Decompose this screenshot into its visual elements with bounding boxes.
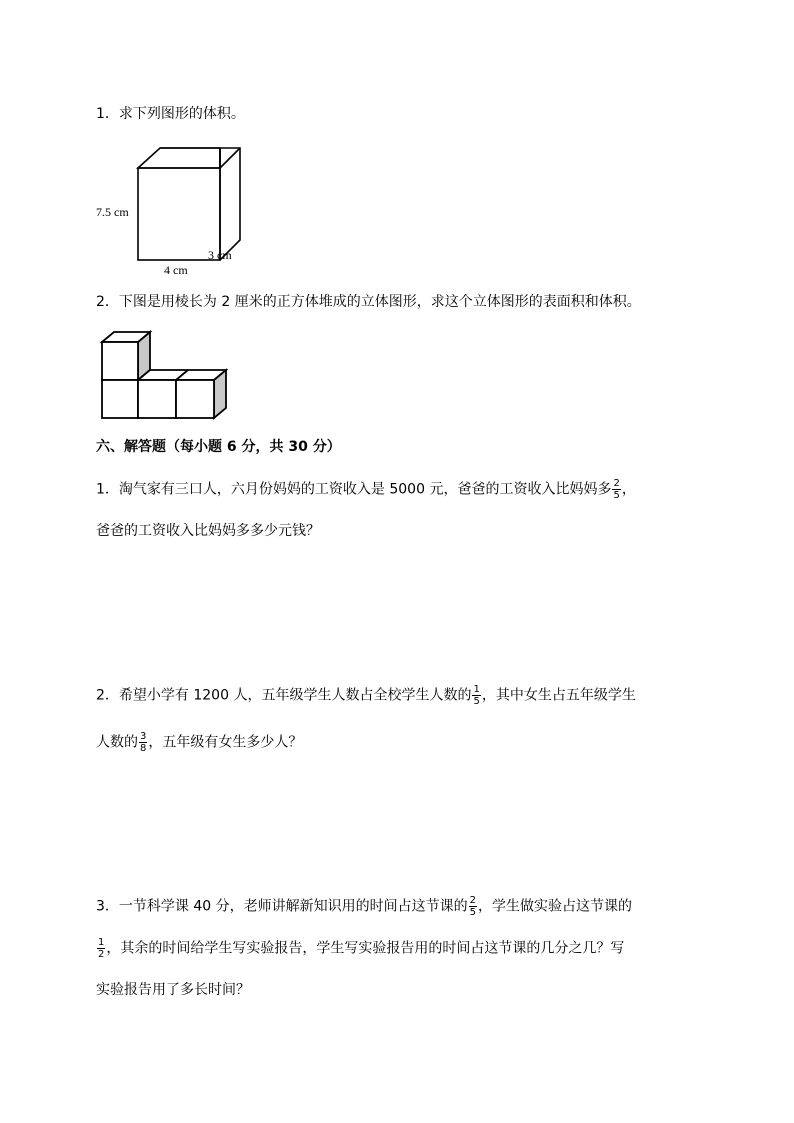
cuboid-front-face xyxy=(138,168,220,260)
question-text: ，其中女生占五年级学生 xyxy=(481,687,636,704)
cube-front-2 xyxy=(138,380,176,418)
cube-front-1 xyxy=(102,380,138,418)
fraction xyxy=(469,895,477,918)
q6-2-line1 xyxy=(96,684,636,707)
fraction xyxy=(97,937,105,960)
q6-2-line2 xyxy=(96,731,302,754)
q6-3-line1 xyxy=(96,895,632,918)
width-label: 4 cm xyxy=(164,263,188,277)
q6-3-line2 xyxy=(96,937,624,960)
cuboid-top-face xyxy=(138,148,220,168)
question-text: 人数的 xyxy=(96,734,138,751)
fraction-numerator: 3 xyxy=(140,731,147,742)
cuboid-figure xyxy=(90,140,270,280)
fraction-denominator: 2 xyxy=(98,949,105,960)
fraction-numerator: 2 xyxy=(469,895,477,906)
question-text: 下图是用棱长为 2 厘米的正方体堆成的立体图形，求这个立体图形的表面积和体积。 xyxy=(118,294,641,310)
fraction xyxy=(472,684,480,707)
fraction-numerator: 1 xyxy=(473,684,480,695)
q6-3-line3: 实验报告用了多长时间？ xyxy=(96,982,250,998)
fraction-numerator: 1 xyxy=(98,937,105,948)
cube-front-3 xyxy=(176,380,214,418)
question-number: 3． xyxy=(96,898,119,915)
question-text: ，学生做实验占这节课的 xyxy=(478,898,633,915)
cubes-figure xyxy=(100,332,240,422)
fraction-denominator: 5 xyxy=(469,907,477,918)
fraction xyxy=(139,731,147,754)
q6-1-line2: 爸爸的工资收入比妈妈多多少元钱？ xyxy=(96,523,320,539)
cube-top-front xyxy=(102,342,138,380)
fraction-denominator: 5 xyxy=(613,490,620,501)
question-text: 淘气家有三口人，六月份妈妈的工资收入是 5000 元，爸爸的工资收入比妈妈多 xyxy=(118,481,612,498)
question-text: ， xyxy=(621,481,636,498)
question-text: 求下列图形的体积。 xyxy=(118,106,245,122)
depth-label: 3 cm xyxy=(208,248,232,262)
q6-1-line1 xyxy=(96,478,636,501)
q5-2 xyxy=(96,292,641,312)
question-number: 2． xyxy=(96,687,119,704)
question-text: 希望小学有 1200 人，五年级学生人数占全校学生人数的 xyxy=(118,687,472,704)
fraction-denominator: 8 xyxy=(140,743,147,754)
question-number: 2． xyxy=(96,294,119,310)
question-text: 一节科学课 40 分，老师讲解新知识用的时间占这节课的 xyxy=(118,898,468,915)
question-number: 1． xyxy=(96,481,119,498)
question-text: ，五年级有女生多少人？ xyxy=(148,734,303,751)
fraction-denominator: 5 xyxy=(473,696,480,707)
q5-1 xyxy=(96,104,245,124)
section-heading: 六、解答题（每小题 6 分，共 30 分） xyxy=(96,439,341,455)
fraction-numerator: 2 xyxy=(613,478,620,489)
question-text: ，其余的时间给学生写实验报告，学生写实验报告用的时间占这节课的几分之几？写 xyxy=(106,940,625,957)
height-label: 7.5 cm xyxy=(96,205,129,219)
question-number: 1． xyxy=(96,106,119,122)
fraction xyxy=(612,478,620,501)
